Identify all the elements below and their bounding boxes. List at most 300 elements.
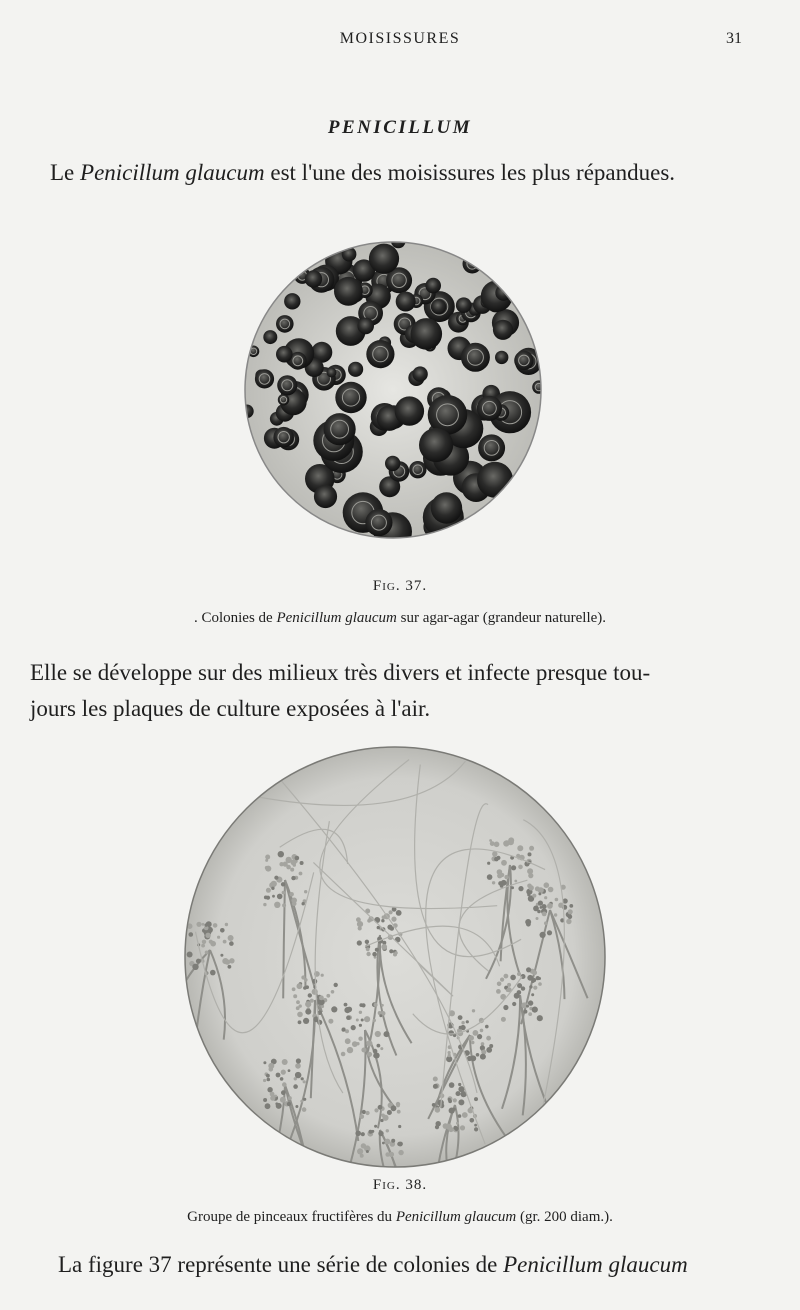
spore-dot	[367, 1052, 372, 1057]
spore-dot	[220, 954, 223, 957]
spore-dot	[361, 1132, 365, 1136]
colony-spot	[495, 351, 508, 364]
spore-dot	[377, 926, 380, 929]
spore-dot	[385, 1152, 390, 1157]
spore-dot	[517, 972, 521, 976]
spore-dot	[496, 856, 500, 860]
spore-dot	[272, 895, 275, 898]
spore-dot	[328, 1019, 333, 1024]
spore-dot	[393, 953, 397, 957]
figure-37-caption	[0, 610, 800, 627]
spore-dot	[296, 1000, 300, 1004]
spore-dot	[268, 1063, 274, 1069]
spore-dot	[521, 986, 525, 990]
figure-37-number	[0, 578, 800, 595]
spore-dot	[433, 1084, 438, 1089]
spore-dot	[449, 1108, 455, 1114]
spore-dot	[396, 1104, 400, 1108]
colony-spot	[395, 396, 424, 425]
spore-dot	[205, 933, 210, 938]
spore-dot	[274, 876, 278, 880]
spore-dot	[287, 1102, 291, 1106]
spore-dot	[265, 866, 269, 870]
spore-dot	[448, 1127, 453, 1132]
spore-dot	[303, 1098, 306, 1101]
spore-dot	[544, 921, 548, 925]
spore-dot	[532, 970, 537, 975]
spore-dot	[361, 1143, 366, 1148]
spore-dot	[527, 893, 530, 896]
spore-dot	[299, 1004, 302, 1007]
spore-dot	[476, 1053, 480, 1057]
spore-dot	[555, 898, 559, 902]
spore-dot	[196, 922, 201, 927]
spore-dot	[295, 1072, 301, 1078]
spore-dot	[375, 1031, 381, 1037]
spore-dot	[523, 1010, 527, 1014]
spore-dot	[481, 1042, 485, 1046]
spore-dot	[263, 1061, 266, 1064]
colony-spot	[284, 293, 300, 309]
spore-dot	[453, 1098, 457, 1102]
colony-spot	[477, 462, 513, 498]
spore-dot	[460, 1125, 465, 1130]
spore-dot	[228, 935, 234, 941]
colony-spot	[396, 292, 416, 312]
lead-sentence	[50, 160, 760, 186]
section-title: PENICILLUM	[327, 117, 473, 138]
spore-dot	[566, 919, 571, 924]
spore-dot	[286, 865, 291, 870]
spore-dot	[532, 894, 536, 898]
spore-dot	[470, 1118, 475, 1123]
spore-dot	[297, 983, 303, 989]
spore-dot	[301, 1077, 304, 1080]
colony-spot	[493, 320, 513, 340]
spore-dot	[296, 1058, 301, 1063]
colony-spot	[477, 396, 502, 421]
spore-dot	[213, 923, 218, 928]
spore-dot	[529, 846, 534, 851]
spore-dot	[432, 1103, 436, 1107]
spore-dot	[538, 901, 543, 906]
spore-dot	[372, 952, 377, 957]
colony-spot	[335, 382, 366, 413]
spore-dot	[504, 875, 508, 879]
spore-dot	[357, 1148, 363, 1154]
spore-dot	[365, 940, 369, 944]
spore-dot	[526, 967, 531, 972]
spore-dot	[359, 1011, 362, 1014]
spore-dot	[538, 892, 541, 895]
spore-dot	[378, 1131, 383, 1136]
spore-dot	[477, 1034, 482, 1039]
spore-dot	[514, 993, 520, 999]
spore-dot	[528, 873, 533, 878]
spore-dot	[497, 982, 502, 987]
spore-dot	[458, 1015, 463, 1020]
spore-dot	[347, 1047, 353, 1053]
spore-dot	[517, 845, 523, 851]
spore-dot	[303, 1018, 309, 1024]
figure-37-caption-lead: . Colonies de	[193, 610, 277, 626]
spore-dot	[528, 1012, 532, 1016]
colony-spot	[456, 297, 472, 313]
colony-spot	[425, 278, 441, 294]
spore-dot	[544, 882, 550, 888]
colony-spot	[305, 270, 322, 287]
colony-spot	[348, 362, 363, 377]
spore-dot	[263, 903, 266, 906]
spore-dot	[326, 994, 330, 998]
spore-dot	[220, 928, 225, 933]
spore-dot	[266, 896, 270, 900]
spore-dot	[528, 852, 532, 856]
spore-dot	[290, 868, 294, 872]
spore-dot	[278, 851, 284, 857]
spore-dot	[456, 1091, 461, 1096]
colony-spot	[334, 277, 363, 306]
spore-dot	[487, 862, 490, 865]
spore-dot	[312, 989, 318, 995]
spore-dot	[535, 886, 540, 891]
spore-dot	[511, 886, 514, 889]
spore-dot	[302, 1107, 307, 1112]
spore-dot	[223, 940, 227, 944]
spore-dot	[396, 910, 402, 916]
spore-dot	[386, 1129, 389, 1132]
spore-dot	[202, 940, 206, 944]
spore-dot	[471, 1041, 474, 1044]
spore-dot	[466, 1020, 469, 1023]
spore-dot	[282, 891, 286, 895]
spore-dot	[291, 898, 297, 904]
spore-dot	[382, 1142, 385, 1145]
colony-spot	[412, 366, 427, 381]
colony-spot	[276, 315, 294, 333]
spore-dot	[312, 979, 317, 984]
spore-dot	[504, 974, 509, 979]
spore-dot	[485, 1025, 489, 1029]
figure-37	[0, 240, 800, 640]
spore-dot	[473, 1030, 479, 1036]
spore-dot	[435, 1107, 441, 1113]
spore-dot	[304, 890, 307, 893]
spore-dot	[532, 1007, 538, 1013]
spore-dot	[280, 1097, 286, 1103]
spore-dot	[201, 944, 205, 948]
figure-37-caption-tail: sur agar-agar (grandeur naturelle).	[396, 610, 607, 626]
spore-dot	[503, 1005, 508, 1010]
spore-dot	[500, 884, 504, 888]
spore-dot	[308, 993, 312, 997]
spore-dot	[514, 880, 517, 883]
spore-dot	[362, 1110, 366, 1114]
spore-dot	[300, 1100, 303, 1103]
figure-37-label: Fig.	[372, 578, 401, 594]
spore-dot	[274, 902, 280, 908]
spore-dot	[282, 1059, 288, 1065]
spore-dot	[474, 1124, 477, 1127]
spore-dot	[302, 902, 305, 905]
spore-dot	[366, 947, 370, 951]
spore-dot	[321, 974, 324, 977]
colony-spot	[277, 375, 297, 395]
colony-spot	[461, 343, 490, 372]
spore-dot	[391, 1139, 395, 1143]
figure-37-caption-species: Penicillum glaucum	[276, 610, 397, 626]
colony-spot	[532, 380, 545, 393]
spore-dot	[382, 915, 386, 919]
spore-dot	[265, 855, 270, 860]
figure-38-number	[0, 1177, 800, 1194]
colony-spot	[324, 413, 356, 445]
spore-dot	[494, 842, 500, 848]
spore-dot	[486, 1036, 491, 1041]
spore-dot	[289, 892, 294, 897]
spore-dot	[540, 906, 543, 909]
spore-dot	[282, 903, 286, 907]
spore-dot	[344, 1003, 348, 1007]
spore-dot	[480, 1054, 486, 1060]
spore-dot	[297, 1012, 303, 1018]
spore-dot	[359, 1114, 364, 1119]
colony-spot	[463, 254, 482, 273]
paragraph-2-line-1	[58, 1247, 778, 1283]
spore-dot	[456, 1122, 459, 1125]
spore-dot	[542, 904, 547, 909]
spore-dot	[510, 975, 516, 981]
spore-dot	[528, 1000, 533, 1005]
spore-dot	[377, 1044, 381, 1048]
spore-dot	[439, 1103, 444, 1108]
spore-dot	[270, 1092, 275, 1097]
spore-dot	[374, 1003, 378, 1007]
spore-dot	[345, 1029, 349, 1033]
spore-dot	[279, 862, 283, 866]
spore-dot	[500, 978, 504, 982]
spore-dot	[293, 994, 297, 998]
figure-37-index: 37.	[405, 578, 428, 594]
spore-dot	[274, 1095, 277, 1098]
spore-dot	[265, 1103, 271, 1109]
spore-dot	[512, 1002, 516, 1006]
spore-dot	[548, 887, 554, 893]
spore-dot	[299, 872, 303, 876]
spore-dot	[300, 861, 304, 865]
spore-dot	[192, 964, 198, 970]
spore-dot	[397, 1110, 401, 1114]
figure-38	[0, 745, 800, 1235]
spore-dot	[380, 1047, 383, 1050]
colony-spot	[369, 244, 399, 274]
figure-37-plate-image	[0, 240, 800, 550]
spore-dot	[459, 1026, 462, 1029]
spore-dot	[356, 1042, 359, 1045]
spore-dot	[222, 958, 228, 964]
spore-dot	[225, 923, 228, 926]
spore-dot	[525, 919, 531, 925]
colony-spot	[431, 492, 462, 523]
spore-dot	[263, 1079, 266, 1082]
spore-dot	[375, 948, 379, 952]
spore-dot	[228, 965, 232, 969]
spore-dot	[461, 1021, 464, 1024]
spore-dot	[373, 1049, 378, 1054]
spore-dot	[533, 906, 539, 912]
spore-dot	[265, 859, 268, 862]
spore-dot	[341, 1052, 346, 1057]
spore-dot	[229, 941, 234, 946]
spore-dot	[529, 985, 532, 988]
spore-dot	[490, 841, 495, 846]
lead-species: Penicillum glaucum	[80, 160, 265, 185]
paragraph-1	[30, 655, 770, 727]
spore-dot	[364, 1016, 370, 1022]
page-number: 31	[726, 30, 742, 47]
spore-dot	[374, 1108, 378, 1112]
colony-spot	[409, 461, 426, 478]
spore-dot	[288, 1069, 291, 1072]
spore-dot	[371, 1130, 374, 1133]
spore-dot	[547, 930, 552, 935]
spore-dot	[361, 1019, 364, 1022]
spore-dot	[291, 876, 295, 880]
colony-spot	[411, 318, 443, 350]
spore-dot	[474, 1127, 478, 1131]
spore-dot	[276, 1103, 282, 1109]
spore-dot	[366, 1111, 370, 1115]
paragraph-2-species: Penicillum glaucum	[503, 1252, 688, 1277]
figure-38-caption-species: Penicillum glaucum	[395, 1209, 517, 1225]
spore-dot	[531, 993, 534, 996]
spore-dot	[381, 1004, 384, 1007]
spore-dot	[288, 1096, 292, 1100]
spore-dot	[398, 1150, 403, 1155]
spore-dot	[295, 856, 300, 861]
spore-dot	[263, 1098, 267, 1102]
running-head	[0, 30, 800, 52]
spore-dot	[547, 903, 553, 909]
running-title: MOISISSURES	[339, 30, 461, 47]
colony-spot	[327, 368, 337, 378]
spore-dot	[361, 1048, 366, 1053]
spore-dot	[267, 1078, 271, 1082]
spore-dot	[554, 913, 557, 916]
spore-dot	[295, 1105, 298, 1108]
spore-dot	[569, 904, 573, 908]
spore-dot	[501, 860, 507, 866]
spore-dot	[436, 1121, 441, 1126]
paragraph-1-line-2: jours les plaques de culture exposées à l'air.	[30, 696, 431, 721]
spore-dot	[303, 1080, 306, 1083]
spore-dot	[295, 1063, 301, 1069]
spore-dot	[196, 959, 201, 964]
spore-dot	[472, 1009, 475, 1012]
spore-dot	[373, 1019, 376, 1022]
spore-dot	[286, 857, 292, 863]
spore-dot	[533, 986, 537, 990]
spore-dot	[526, 1005, 529, 1008]
spore-dot	[385, 1139, 391, 1145]
colony-spot	[385, 456, 400, 471]
colony-spot	[478, 434, 505, 461]
spore-dot	[486, 1047, 492, 1053]
lead-text-after: est l'une des moisissures les plus répandues.	[264, 160, 676, 185]
colony-spot	[278, 394, 289, 405]
spore-dot	[511, 865, 516, 870]
spore-dot	[210, 970, 216, 976]
spore-dot	[266, 888, 271, 893]
colony-spot	[263, 330, 277, 344]
spore-dot	[281, 882, 285, 886]
spore-dot	[342, 1028, 346, 1032]
spore-dot	[454, 1126, 458, 1130]
spore-dot	[267, 1087, 272, 1092]
figure-38-index: 38.	[405, 1177, 428, 1193]
spore-dot	[356, 917, 361, 922]
spore-dot	[433, 1077, 438, 1082]
colony-spot	[357, 318, 374, 335]
spore-dot	[391, 917, 396, 922]
spore-dot	[331, 990, 335, 994]
colony-spot	[365, 509, 392, 536]
spore-dot	[496, 989, 501, 994]
spore-dot	[458, 1099, 464, 1105]
figure-38-micrograph-image	[0, 745, 800, 1175]
spore-dot	[334, 983, 338, 987]
spore-dot	[277, 894, 283, 900]
figure-38-caption-lead: Groupe de pinceaux fructifères du	[187, 1209, 396, 1225]
spore-dot	[373, 1054, 378, 1059]
colony-spot	[255, 369, 274, 388]
spore-dot	[305, 985, 309, 989]
spore-dot	[346, 1015, 351, 1020]
spore-dot	[382, 1115, 388, 1121]
spore-dot	[366, 1150, 369, 1153]
spore-dot	[379, 1014, 382, 1017]
spore-dot	[518, 886, 523, 891]
figure-38-caption-tail: (gr. 200 diam.).	[516, 1209, 613, 1225]
spore-dot	[469, 1035, 474, 1040]
lead-text-before: Le	[50, 160, 81, 185]
spore-dot	[189, 932, 194, 937]
colony-spot	[273, 427, 294, 448]
spore-dot	[217, 936, 220, 939]
spore-dot	[542, 912, 547, 917]
spore-dot	[448, 1051, 451, 1054]
spore-dot	[358, 1037, 362, 1041]
spore-dot	[293, 1084, 298, 1089]
spore-dot	[381, 944, 387, 950]
spore-dot	[281, 1070, 286, 1075]
spore-dot	[271, 887, 274, 890]
spore-dot	[458, 1083, 461, 1086]
spore-dot	[319, 999, 325, 1005]
spore-dot	[538, 982, 542, 986]
spore-dot	[366, 952, 370, 956]
spore-dot	[366, 1040, 372, 1046]
paragraph-2-text: La figure 37 représente une série de colonies de	[58, 1252, 504, 1277]
spore-dot	[474, 1097, 478, 1101]
spore-dot	[292, 987, 296, 991]
spore-dot	[266, 1074, 270, 1078]
paragraph-2	[58, 1247, 778, 1283]
spore-dot	[390, 926, 394, 930]
spore-dot	[351, 1025, 356, 1030]
figure-38-label: Fig.	[372, 1177, 401, 1193]
spore-dot	[361, 1003, 365, 1007]
